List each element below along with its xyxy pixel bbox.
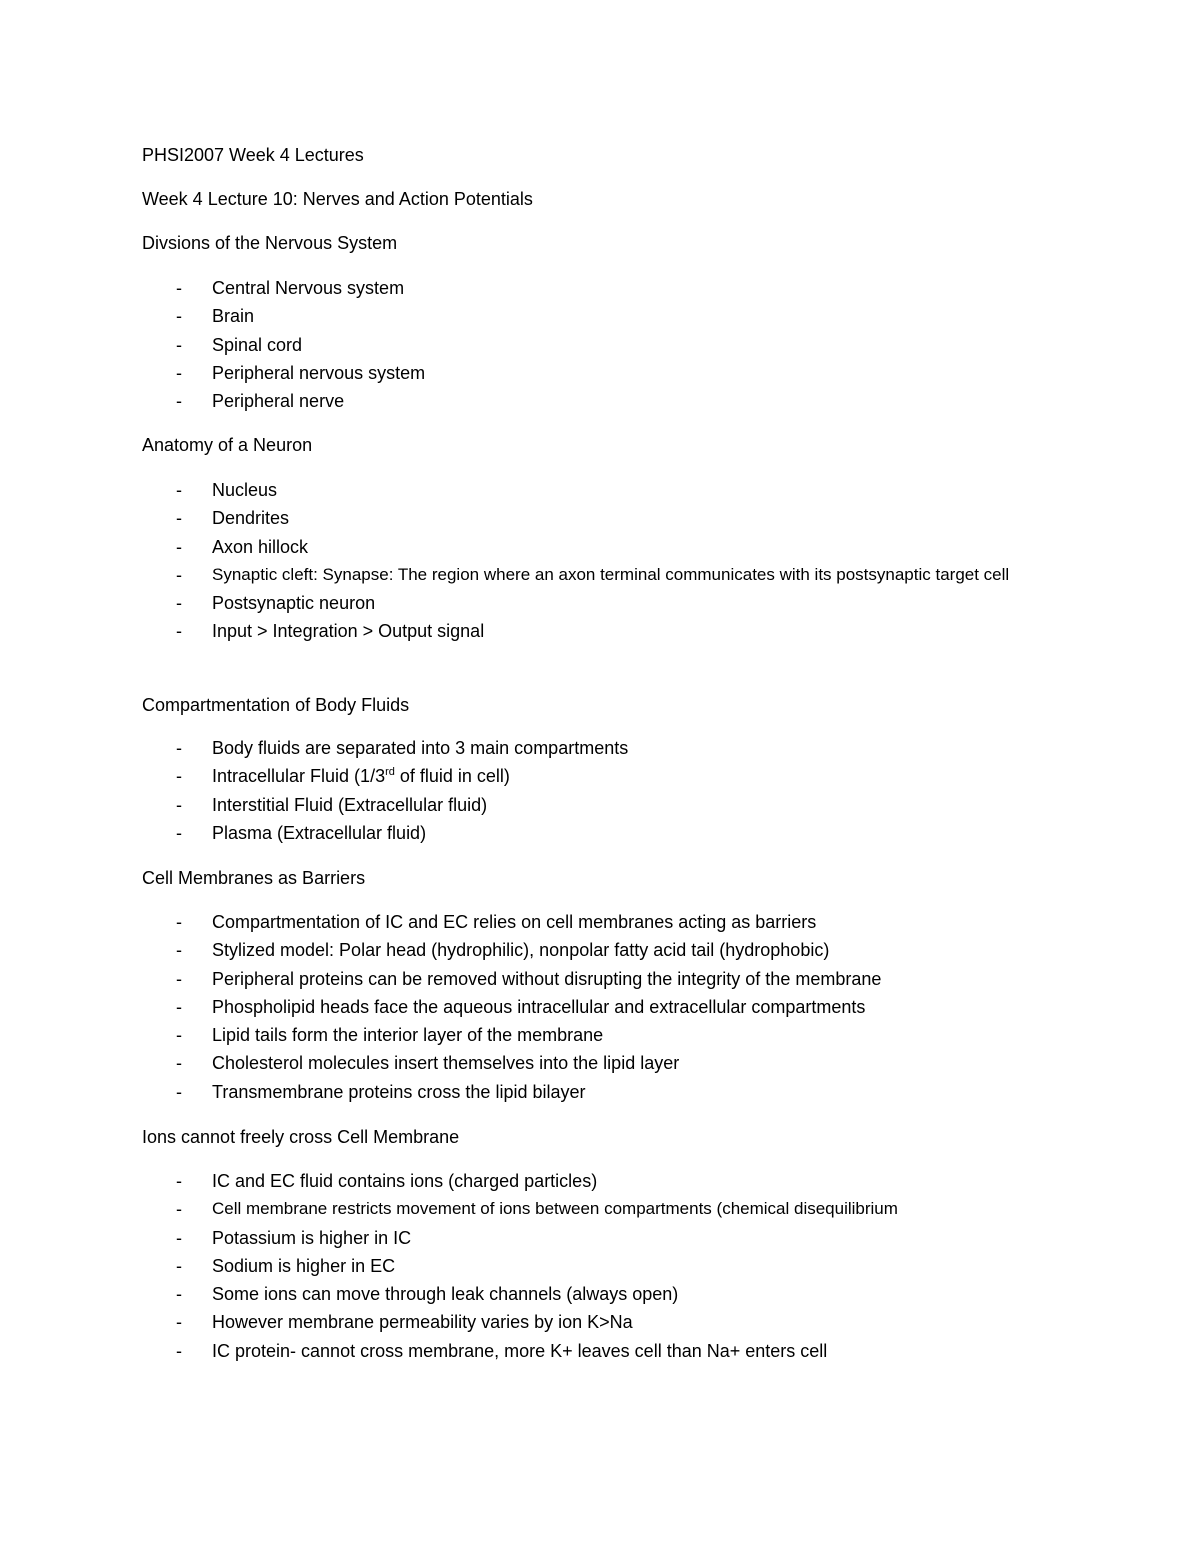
list-item: [142, 1021, 1062, 1049]
bullet-list: [142, 908, 1062, 1106]
bullet-dash: -: [176, 822, 182, 843]
list-item-text: IC protein- cannot cross membrane, more K+ leaves cell than Na+ enters cell: [212, 1340, 828, 1361]
bullet-dash: -: [176, 1284, 182, 1305]
bullet-list: [142, 476, 1062, 646]
bullet-dash: -: [176, 738, 182, 758]
bullet-list: [142, 1167, 1062, 1365]
section-heading: Divsions of the Nervous System: [142, 233, 398, 253]
list-item-text: However membrane permeability varies by ion K>Na: [212, 1312, 633, 1333]
bullet-dash: -: [176, 1081, 182, 1102]
list-item-text: Input > Integration > Output signal: [212, 621, 485, 642]
bullet-dash: -: [176, 1227, 182, 1248]
bullet-dash: -: [176, 508, 182, 529]
bullet-dash: -: [176, 480, 182, 500]
list-item-text: Central Nervous system: [212, 278, 405, 298]
bullet-list: [142, 274, 1062, 415]
list-item: [142, 734, 1062, 762]
list-item: [142, 762, 1062, 790]
list-item: [142, 617, 1062, 645]
bullet-dash: -: [176, 564, 182, 585]
bullet-dash: -: [176, 306, 182, 327]
bullet-dash: -: [176, 1340, 182, 1361]
list-item: [142, 387, 1062, 415]
bullet-dash: -: [176, 940, 182, 961]
list-item-text: [212, 762, 1062, 790]
bullet-dash: -: [176, 391, 182, 412]
bullet-dash: -: [176, 1025, 182, 1046]
list-item: [142, 1337, 1062, 1365]
bullet-dash: -: [176, 1053, 182, 1074]
section-heading: Cell Membranes as Barriers: [142, 868, 366, 888]
bullet-dash: -: [176, 968, 182, 989]
list-item-text: Peripheral proteins can be removed without disrupting the integrity of the membrane: [212, 968, 882, 989]
list-item-text: Some ions can move through leak channels (always open): [212, 1284, 679, 1305]
list-item-text: Cholesterol molecules insert themselves into the lipid layer: [212, 1053, 680, 1074]
list-item-text: Stylized model: Polar head (hydrophilic), nonpolar fatty acid tail (hydrophobic): [212, 940, 830, 961]
list-item-text: Dendrites: [212, 508, 290, 529]
list-item-text: Plasma (Extracellular fluid): [212, 822, 427, 843]
bullet-dash: -: [176, 1199, 182, 1220]
bullet-dash: -: [176, 794, 182, 815]
list-item-text: Axon hillock: [212, 536, 309, 557]
list-item: [142, 791, 1062, 819]
list-item: [142, 936, 1062, 964]
list-item: [142, 965, 1062, 993]
list-item-text-suffix: of fluid in cell): [394, 766, 510, 787]
list-item-text: Phospholipid heads face the aqueous intracellular and extracellular compartments: [212, 996, 866, 1017]
list-item: [142, 1308, 1062, 1336]
list-item: [142, 908, 1062, 936]
list-item-text: Body fluids are separated into 3 main compartments: [212, 738, 629, 758]
bullet-dash: -: [176, 621, 182, 642]
list-item: [142, 1167, 1062, 1195]
bullet-dash: -: [176, 362, 182, 383]
list-item: [142, 1280, 1062, 1308]
list-item: [142, 359, 1062, 387]
list-item: [142, 1224, 1062, 1252]
superscript-rd: rd: [385, 766, 395, 779]
list-item: [142, 1252, 1062, 1280]
list-item: [142, 993, 1062, 1021]
bullet-dash: -: [176, 912, 182, 932]
list-item-text: Transmembrane proteins cross the lipid bilayer: [212, 1081, 586, 1102]
list-item-text: Cell membrane restricts movement of ions between compartments (chemical disequilibrium: [212, 1199, 898, 1219]
list-item: [142, 533, 1062, 561]
list-item-text: Synaptic cleft: Synapse: The region where an axon terminal communicates with its postsynaptic target cell: [212, 564, 1010, 584]
list-item: [142, 504, 1062, 532]
bullet-dash: -: [176, 1171, 182, 1191]
list-item: [142, 476, 1062, 504]
list-item-text: Potassium is higher in IC: [212, 1227, 412, 1248]
bullet-dash: -: [176, 334, 182, 355]
document-title: PHSI2007 Week 4 Lectures: [142, 145, 364, 165]
bullet-dash: -: [176, 536, 182, 557]
list-item-text: Lipid tails form the interior layer of the membrane: [212, 1025, 604, 1046]
list-item: [142, 561, 1062, 589]
list-item-text: Postsynaptic neuron: [212, 593, 376, 614]
list-item: [142, 819, 1062, 847]
list-item: [142, 1049, 1062, 1077]
list-item: [142, 1078, 1062, 1106]
bullet-dash: -: [176, 766, 182, 787]
list-item-text: IC and EC fluid contains ions (charged particles): [212, 1171, 598, 1191]
section-heading: Compartmentation of Body Fluids: [142, 695, 410, 715]
bullet-dash: -: [176, 593, 182, 614]
bullet-dash: -: [176, 278, 182, 298]
bullet-dash: -: [176, 996, 182, 1017]
list-item-text: Sodium is higher in EC: [212, 1255, 396, 1276]
list-item-text: Compartmentation of IC and EC relies on cell membranes acting as barriers: [212, 912, 817, 932]
list-item-text: Peripheral nerve: [212, 391, 345, 412]
list-item-text: Peripheral nervous system: [212, 362, 426, 383]
list-item-text: Spinal cord: [212, 334, 303, 355]
list-item-text: Interstitial Fluid (Extracellular fluid): [212, 794, 488, 815]
bullet-dash: -: [176, 1312, 182, 1333]
list-item-text-main: Intracellular Fluid (1/3: [212, 766, 386, 787]
list-item: [142, 589, 1062, 617]
list-item-text: Nucleus: [212, 480, 278, 500]
bullet-dash: -: [176, 1255, 182, 1276]
list-item-text: Brain: [212, 306, 255, 327]
section-heading: Anatomy of a Neuron: [142, 435, 313, 455]
list-item: [142, 274, 1062, 302]
lecture-heading: Week 4 Lecture 10: Nerves and Action Potentials: [142, 189, 533, 209]
list-item: [142, 1195, 1062, 1223]
list-item: [142, 331, 1062, 359]
bullet-list: [142, 734, 1062, 847]
list-item: [142, 302, 1062, 330]
section-heading: Ions cannot freely cross Cell Membrane: [142, 1127, 460, 1147]
